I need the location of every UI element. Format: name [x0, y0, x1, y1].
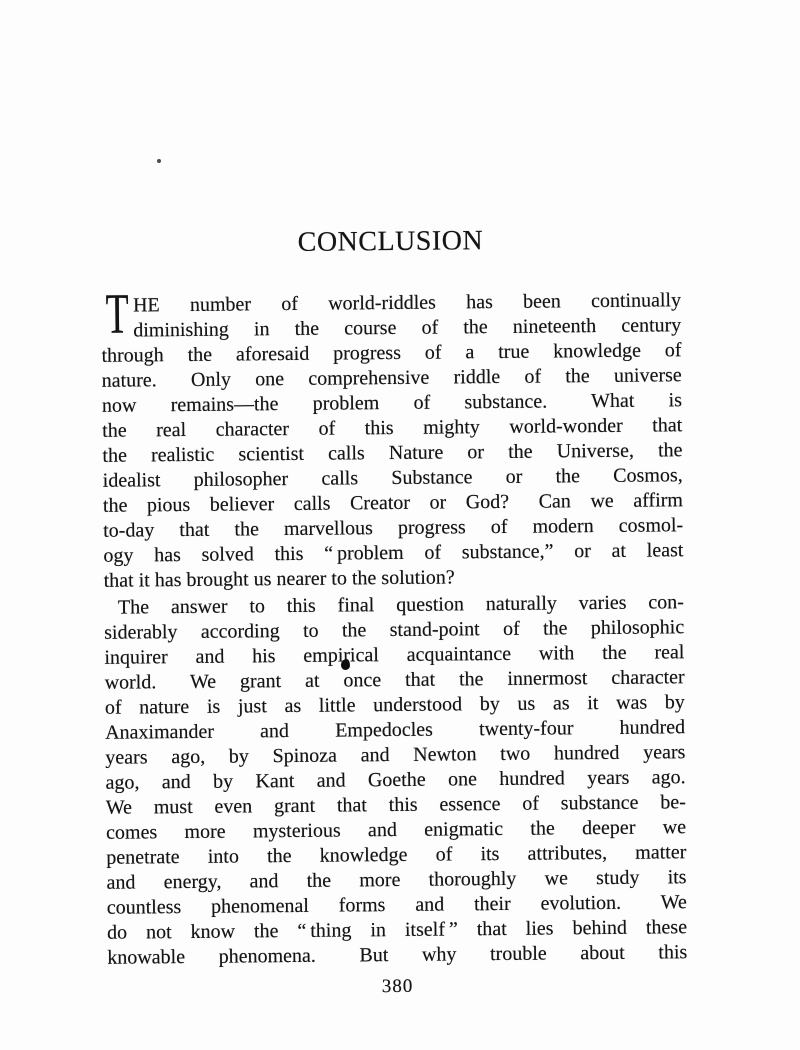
text-line: Anaximander and Empedocles twenty-four hundred — [105, 716, 686, 744]
text-line: We must even grant that this essence of substance be- — [105, 791, 686, 819]
text-line: countless phenomenal forms and their evolution. We — [106, 891, 687, 919]
text-line: diminishing in the course of the nineteenth century — [133, 314, 682, 342]
text-line: the pious believer calls Creator or God? Can we affirm — [102, 489, 684, 517]
text-line: The answer to this final question naturally varies con- — [117, 591, 685, 619]
text-line: siderably according to the stand-point of the philosophic — [104, 616, 685, 644]
text-line: ago, and by Kant and Goethe one hundred years ago. — [105, 766, 686, 794]
paragraph — [101, 282, 684, 594]
text-line: and energy, and the more thoroughly we study its — [106, 866, 687, 894]
text-line: through the aforesaid progress of a true knowledge of — [101, 339, 682, 367]
text-line: that it has brought us nearer to the solution? — [103, 566, 455, 592]
text-line: years ago, by Spinoza and Newton two hundred years — [105, 741, 686, 769]
drop-cap: T — [105, 282, 130, 346]
dust-speck-artifact — [157, 159, 161, 163]
text-line: inquirer and his empirical acquaintance with the real — [104, 641, 685, 669]
text-line: do not know the “ thing in itself ” that lies behind these — [106, 916, 688, 944]
text-line: ogy has solved this “ problem of substance,” or at least — [103, 539, 684, 567]
text-line: the real character of this mighty world-wonder that — [102, 414, 683, 442]
text-line: to-day that the marvellous progress of modern cosmol- — [103, 514, 684, 542]
text-line: penetrate into the knowledge of its attributes, matter — [106, 841, 687, 869]
text-line: knowable phenomena. But why trouble about this — [107, 941, 688, 969]
text-line: world. We grant at once that the innermost character — [104, 666, 685, 694]
text-column — [100, 226, 687, 1001]
text-line: of nature is just as little understood by us as it was by — [104, 691, 685, 719]
paragraph — [104, 590, 688, 971]
page-number: 380 — [381, 975, 414, 998]
chapter-title: CONCLUSION — [297, 225, 484, 258]
text-line: HE number of world-riddles has been continually — [132, 289, 682, 317]
text-line: nature. Only one comprehensive riddle of the universe — [101, 364, 682, 392]
text-line: now remains—the problem of substance. What is — [101, 389, 683, 417]
text-line: comes more mysterious and enigmatic the deeper we — [105, 816, 687, 844]
text-line: the realistic scientist calls Nature or the Universe, the — [102, 439, 683, 467]
text-line: idealist philosopher calls Substance or the Cosmos, — [102, 464, 683, 492]
